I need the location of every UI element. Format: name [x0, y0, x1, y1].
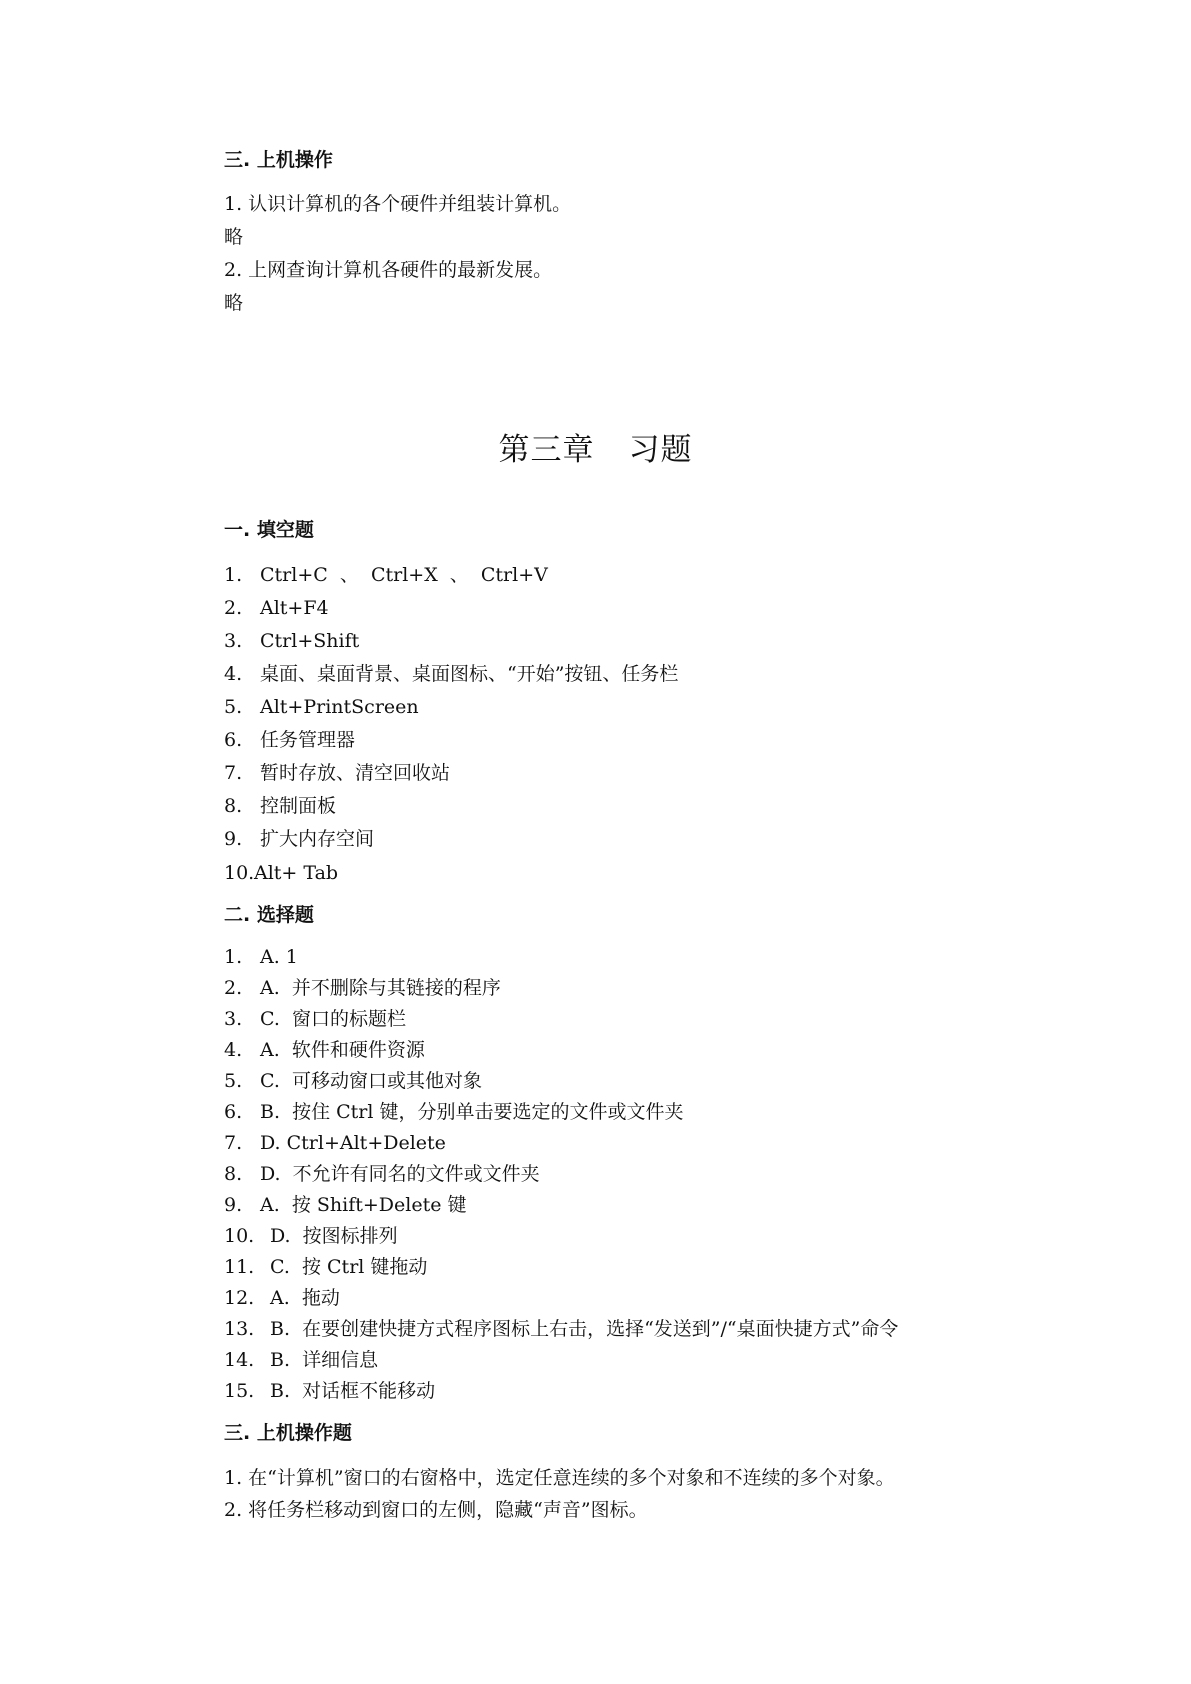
item-number: 7. — [224, 762, 243, 784]
item-text: A. 并不删除与其链接的程序 — [260, 977, 501, 999]
item-number: 5. — [224, 1070, 243, 1092]
fill-blank-item — [224, 563, 548, 587]
choice-item — [224, 1038, 425, 1062]
item-text: Ctrl+Shift — [260, 630, 360, 652]
item-number: 1. — [224, 946, 243, 968]
item-number: 3. — [224, 1008, 243, 1030]
fill-blank-item — [224, 761, 450, 785]
practice-top-line: 1. 认识计算机的各个硬件并组装计算机。 — [224, 193, 572, 215]
section-heading-practice-top: 三. 上机操作 — [224, 149, 333, 171]
item-number: 9. — [224, 1194, 243, 1216]
item-number: 2. — [224, 597, 243, 619]
choice-item — [224, 1348, 378, 1372]
chapter-title-part1: 第三章 — [498, 432, 595, 468]
choice-item — [224, 1162, 540, 1186]
item-number: 4. — [224, 1039, 243, 1061]
practice-item: 1. 在“计算机”窗口的右窗格中，选定任意连续的多个对象和不连续的多个对象。 — [224, 1467, 895, 1489]
choice-item — [224, 1286, 340, 1310]
practice-top-line: 2. 上网查询计算机各硬件的最新发展。 — [224, 259, 553, 281]
fill-blank-item — [224, 695, 419, 719]
item-text: B. 对话框不能移动 — [270, 1380, 436, 1402]
item-text: B. 按住 Ctrl 键，分别单击要选定的文件或文件夹 — [260, 1101, 684, 1123]
item-number: 7. — [224, 1132, 243, 1154]
section-heading-fill-blank: 一. 填空题 — [224, 519, 314, 541]
item-text: D. 按图标排列 — [270, 1225, 398, 1247]
item-number: 6. — [224, 729, 243, 751]
item-text: 桌面、桌面背景、桌面图标、“开始”按钮、任务栏 — [260, 663, 679, 685]
fill-blank-item — [224, 728, 355, 752]
item-number: 15. — [224, 1380, 255, 1402]
item-number: 4. — [224, 663, 243, 685]
item-text: C. 按 Ctrl 键拖动 — [270, 1256, 428, 1278]
item-number: 10. — [224, 862, 255, 884]
choice-item — [224, 976, 501, 1000]
item-number: 3. — [224, 630, 243, 652]
choice-item — [224, 1224, 398, 1248]
fill-blank-item — [224, 827, 374, 851]
chapter-title-part2: 习题 — [628, 432, 693, 468]
item-text: A. 软件和硬件资源 — [260, 1039, 425, 1061]
choice-item — [224, 1193, 467, 1217]
item-number: 8. — [224, 795, 243, 817]
fill-blank-item — [224, 596, 329, 620]
item-text: 任务管理器 — [260, 729, 356, 751]
fill-blank-item — [224, 662, 678, 686]
item-number: 8. — [224, 1163, 243, 1185]
item-number: 14. — [224, 1349, 255, 1371]
item-number: 12. — [224, 1287, 255, 1309]
item-text: A. 按 Shift+Delete 键 — [260, 1194, 467, 1216]
item-text: C. 窗口的标题栏 — [260, 1008, 406, 1030]
item-number: 5. — [224, 696, 243, 718]
item-number: 11. — [224, 1256, 255, 1278]
section-heading-practice: 三. 上机操作题 — [224, 1422, 352, 1444]
choice-item — [224, 1255, 427, 1279]
fill-blank-item — [224, 629, 359, 653]
item-text: B. 在要创建快捷方式程序图标上右击，选择“发送到”/“桌面快捷方式”命令 — [270, 1318, 899, 1340]
item-text: Alt+ Tab — [254, 862, 339, 884]
item-number: 13. — [224, 1318, 255, 1340]
choice-item — [224, 1069, 482, 1093]
item-text: D. 不允许有同名的文件或文件夹 — [260, 1163, 540, 1185]
chapter-title — [0, 430, 1191, 470]
practice-item: 2. 将任务栏移动到窗口的左侧，隐藏“声音”图标。 — [224, 1499, 648, 1521]
item-text: Alt+F4 — [260, 597, 329, 619]
choice-item — [224, 945, 298, 969]
choice-item — [224, 1100, 684, 1124]
choice-item — [224, 1379, 435, 1403]
item-text: A. 1 — [260, 946, 298, 968]
item-number: 1. — [224, 564, 243, 586]
item-number: 2. — [224, 977, 243, 999]
item-number: 6. — [224, 1101, 243, 1123]
fill-blank-item — [224, 861, 338, 885]
item-number: 9. — [224, 828, 243, 850]
item-text: B. 详细信息 — [270, 1349, 379, 1371]
practice-top-line: 略 — [224, 226, 244, 248]
item-text: Alt+PrintScreen — [260, 696, 419, 718]
item-text: Ctrl+C 、 Ctrl+X 、 Ctrl+V — [260, 564, 548, 586]
item-text: D. Ctrl+Alt+Delete — [260, 1132, 446, 1154]
item-number: 10. — [224, 1225, 255, 1247]
item-text: 暂时存放、清空回收站 — [260, 762, 451, 784]
choice-item — [224, 1317, 898, 1341]
item-text: C. 可移动窗口或其他对象 — [260, 1070, 482, 1092]
item-text: 扩大内存空间 — [260, 828, 375, 850]
item-text: A. 拖动 — [270, 1287, 340, 1309]
item-text: 控制面板 — [260, 795, 337, 817]
choice-item — [224, 1131, 446, 1155]
fill-blank-item — [224, 794, 336, 818]
practice-top-line: 略 — [224, 292, 244, 314]
section-heading-choice: 二. 选择题 — [224, 904, 314, 926]
choice-item — [224, 1007, 406, 1031]
